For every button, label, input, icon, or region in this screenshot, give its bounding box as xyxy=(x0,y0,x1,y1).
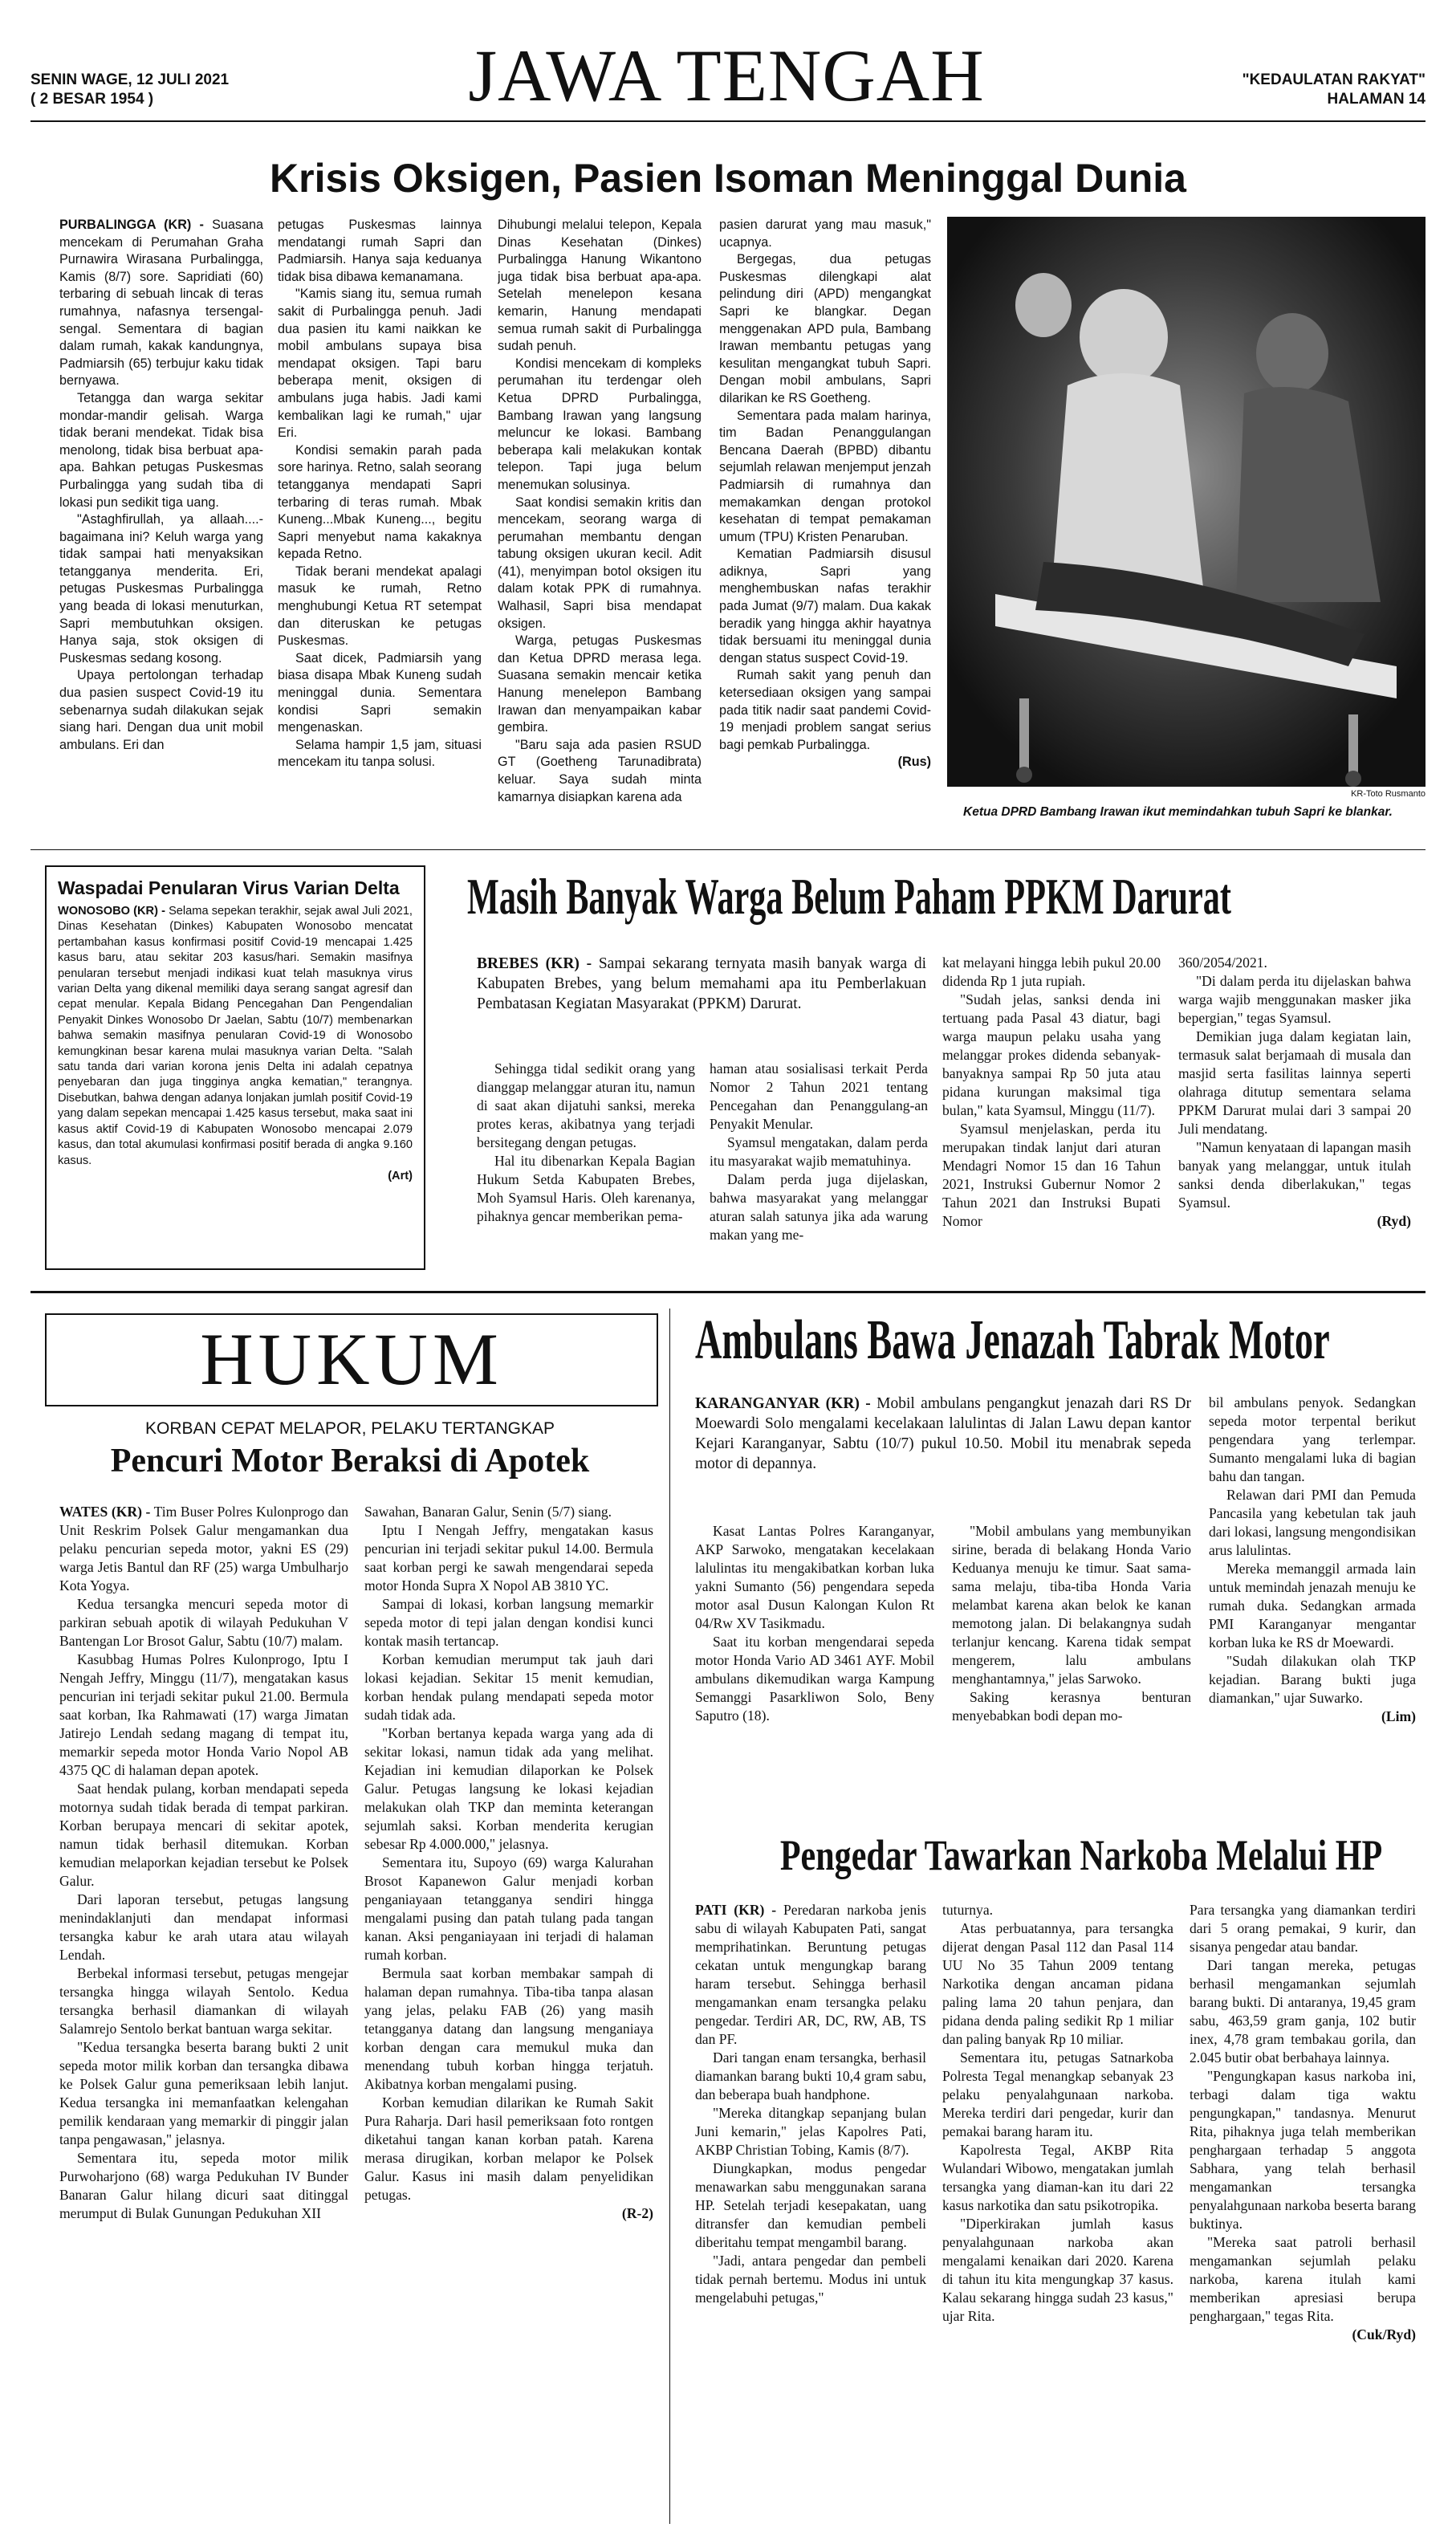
story4-lead: KARANGANYAR (KR) - Mobil ambulans pengangkut jenazah dari RS Dr Moewardi Solo mengalami kecelakaan lalulintas di Jalan Lawu depan kantor Kejari Karanganyar, Sabtu (10/7) pukul 10.50. Mobil itu menabrak sepeda motor di depannya. xyxy=(695,1395,1191,1472)
story2-lead: BREBES (KR) - Sampai sekarang ternyata masih banyak warga di Kabupaten Brebes, yang belum memahami apa itu Pemberlakuan Pembatasan Kegiatan Masyarakat (PPKM) Darurat. xyxy=(477,955,926,1012)
news-photo xyxy=(947,217,1425,787)
story3-kicker: KORBAN CEPAT MELAPOR, PELAKU TERTANGKAP xyxy=(145,1419,555,1438)
story2-column-1: Sehingga tidal sedikit orang yang dianggap melanggar aturan itu, namun di saat akan dijatuhi sanksi, mereka protes keras, akibatnya yang terjadi bersitegang dengan petugas. Hal itu dibenarkan Kepala Bagian Hukum Setda Kabupaten Brebes, Moh Syamsul Haris. Oleh karenanya, pihaknya gencar memberikan pema- xyxy=(477,1060,695,1224)
dateline: WATES (KR) - xyxy=(59,1504,151,1520)
story1-column-3: Dihubungi melalui telepon, Kepala Dinas Kesehatan (Dinkes) Purbalingga Hanung Wikantono juga tidak bisa berbuat apa-apa. Setelah menelepon kesana kemarin, Hanung mendapati semua rumah sakit di Purbalingga sudah penuh. Kondisi mencekam di kompleks perumahan itu terdengar oleh Ketua DPRD Purbalingga, Bambang Irawan yang langsung meluncur ke lokasi. Bambang beberapa kali melakukan kontak telepon. Tapi juga belum menemukan solusinya. Saat kondisi semakin kritis dan mencekam, seorang warga di perumahan membantu dengan tabung oksigen ukuran kecil. Adit (41), menyimpan botol oksigen itu dalam kotak PPK di rumahnya. Walhasil, Sapri bisa mendapat oksigen. Warga, petugas Puskesmas dan Ketua DPRD merasa lega. Suasana semakin mencair ketika Hanung menelepon Bambang Irawan dan menyampaikan kabar gembira. "Baru saja ada pasien RSUD GT (Goetheng Tarunadibrata) keluar. Saya sudah minta kamarnya disiapkan karena ada xyxy=(498,218,702,804)
story1-column-4: pasien darurat yang mau masuk," ucapnya. Bergegas, dua petugas Puskesmas dilengkapi alat pelindung diri (APD) mengangkat Sapri ke blangkar. Degan menggenakan APD pula, Bambang Irawan membantu petugas yang kesulitan mengangkat tubuh Sapri. Dengan mobil ambulans, Sapri dilarikan ke RS Goetheng. Sementara pada malam harinya, tim Badan Penanggulangan Bencana Daerah (BPBD) dibantu sejumlah relawan menjemput jenzah Padmiarsih di rumahnya dan memakamkan dengan protokol kesehatan di tempat pemakaman umum (TPU) Kristen Penaruban. Kematian Padmiarsih disusul adiknya, Sapri yang menghembuskan nafas terakhir pada Jumat (9/7) malam. Dua kakak beradik yang hingga akhir hayatnya tidak bersuami itu meninggal dunia dengan status suspect Covid-19. Rumah sakit yang penuh dan ketersediaan oksigen yang sampai pada titik nadir saat pandemi Covid-19 menjadi problem sangat serius bagi pemkab Purbalingga. (Rus) xyxy=(719,217,931,875)
section-divider xyxy=(31,849,1425,850)
dateline: PATI (KR) - xyxy=(695,1902,777,1918)
date-line: SENIN WAGE, 12 JULI 2021 xyxy=(31,71,230,88)
motto: "KEDAULATAN RAKYAT" xyxy=(1242,71,1425,88)
section-header-box xyxy=(45,1313,658,1406)
story4-column-3: bil ambulans penyok. Sedangkan sepeda motor terpental berikut pengendara yang terlempar. Sumanto mengalami luka di bagian bahu dan tangan. Relawan dari PMI dan Pemuda Pancasila yang kebetulan tak jauh dari lokasi, langsung mengondisikan arus lalulintas. Mereka memanggil armada lain untuk memindah jenazah menuju ke rumah duka. Sedangkan armada PMI Karanganyar mengantar korban luka ke RS dr Moewardi. "Sudah dilakukan olah TKP kejadian. Barang bukti juga diamankan," ujar Suwarko. (Lim) xyxy=(1209,1394,1416,1724)
section-divider-thick xyxy=(31,1291,1425,1293)
dateline: BREBES (KR) - xyxy=(477,955,592,972)
story3-column-1: WATES (KR) - Tim Buser Polres Kulonprogo dan Unit Reskrim Polsek Galur mengamankan dua pelaku pencurian sepeda motor, yakni ES (29) warga Jetis Bantul dan RF (25) warga Umbulharjo Kota Yogya. Kedua tersangka mencuri sepeda motor di parkiran sebuah apotik di wilayah Pedukuhan V Bantengan Lor Brosot Galur, Sabtu (10/7) malam. Kasubbag Humas Polres Kulonprogo, Iptu I Nengah Jeffry, Minggu (11/7), mengatakan kasus pencurian ini terjadi sekitar pukul 21.00. Bermula saat korban, Ika Rahmawati (17) warga Jimatan Jatirejo Lendah sedang magang di tempat itu, memarkir sepeda motor Honda Vario Nopol AB 4375 QC di halaman depan apotek. Saat hendak pulang, korban mendapati sepeda motornya sudah tidak berada di tempat parkiran. Korban berupaya mencari di sekitar apotek, namun tidak berhasil ditemukan. Korban kemudian melaporkan kejadian tersebut ke Polsek Galur. Dari laporan tersebut, petugas langsung menindaklanjuti dan mendapat informasi tersangka kabur ke arah utara atau wilayah Lendah. Berbekal informasi tersebut, petugas mengejar tersangka hingga wilayah Sentolo. Kedua tersangka berhasil diamankan di wilayah Salamrejo Sentolo berkat bantuan warga sekitar. "Kedua tersangka beserta barang bukti 2 unit sepeda motor milik korban dan tersangka dibawa ke Polsek Galur guna pemeriksaan lebih lanjut. Kedua tersangka ini memanfaatkan kelengahan pemilik kendaraan yang memarkir di pinggir jalan tanpa pengawasan," jelasnya. Sementara itu, sepeda motor milik Purwoharjono (68) warga Pedukuhan IV Bunder Banaran Galur hilang dicuri saat ditinggal merumput di Bulak Gunungan Pedukuhan XII xyxy=(59,1504,348,2221)
photo-caption: Ketua DPRD Bambang Irawan ikut memindahkan tubuh Sapri ke blankar. xyxy=(963,805,1393,819)
story5-column-2: tuturnya. Atas perbuatannya, para tersangka dijerat dengan Pasal 112 dan Pasal 114 UU No 35 Tahun 2009 tentang Narkotika dengan ancaman pidana paling lama 20 tahun penjara, dan pidana denda paling sedikit Rp 1 miliar dan paling banyak Rp 10 miliar. Sementara itu, petugas Satnarkoba Polresta Tegal menangkap sebanyak 23 pelaku penyalahgunaan narkoba. Mereka terdiri dari pengedar, kurir dan pemakai barang haram itu. Kapolresta Tegal, AKBP Rita Wulandari Wibowo, mengatakan jumlah tersangka yang diaman-kan itu dari 22 kasus narkotika dan satu psikotropika. "Diperkirakan jumlah kasus penyalahgunaan narkoba akan mengalami kenaikan dari 2020. Karena di tahun itu kita mengungkap 37 kasus. Kalau sekarang hingga sudah 23 kasus," ujar Rita. xyxy=(942,1902,1173,2324)
story1-column-1: PURBALINGGA (KR) - Suasana mencekam di Perumahan Graha Purnawira Wirasana Purbalingga, Kamis (8/7) sore. Sapridiati (60) terbaring di sebuah lincak di teras rumahnya, nafasnya tersengal-sengal. Sementara di bagian dalam rumah, kakak kandungnya, Padmiarsih (65) terbujur kaku tidak bernyawa. Tetangga dan warga sekitar mondar-mandir gelisah. Warga tidak berani mendekat. Tidak bisa menolong, tidak bisa berbuat apa-apa. Bahkan petugas Puskesmas Purbalingga yang sudah tiba di lokasi pun sedikit tiga uang. "Astaghfirullah, ya allaah....- bagaimana ini? Keluh warga yang tidak sampai hati menyaksikan tetangganya menderita. Eri, petugas Puskesmas Purbalingga yang beada di lokasi menuturkan, Sapri membutuhkan oksigen. Hanya saja, stok oksigen di Puskesmas sedang kosong. Upaya pertolongan terhadap dua pasien suspect Covid-19 itu sebenarnya sudah dilakukan sejak siang hari. Dengan dua unit mobil ambulans. Eri dan xyxy=(59,218,263,752)
box-dateline: WONOSOBO (KR) - xyxy=(58,905,165,918)
author-sign: (R-2) xyxy=(621,2205,653,2221)
story5-column-1: PATI (KR) - Peredaran narkoba jenis sabu di wilayah Kabupaten Pati, sangat memprihatinkan. Beruntung petugas cekatan untuk mengungkap barang haram tersebut. Sehingga berhasil mengamankan enam tersangka pelaku pengedar. Terdiri AR, DC, RW, AB, TS dan PF. Dari tangan enam tersangka, berhasil diamankan barang bukti 10,4 gram sabu, dan beberapa buah handphone. "Mereka ditangkap sepanjang bulan Juni kemarin," jelas Kapolres Pati, AKBP Christian Tobing, Kamis (8/7). Diungkapkan, modus pengedar menawarkan sabu menggunakan sarana HP. Setelah terjadi kesepakatan, uang ditransfer dan kemudian pembeli diberitahu tempat mengambil barang. "Jadi, antara pengedar dan pembeli tidak pernah bertemu. Modus ini untuk mengelabuhi petugas," xyxy=(695,1902,926,2306)
story5-column-3: Para tersangka yang diamankan terdiri dari 5 orang pemakai, 9 kurir, dan sisanya pengedar atau bandar. Dari tangan mereka, petugas berhasil mengamankan sejumlah barang bukti. Di antaranya, 19,45 gram sabu, 463,59 gram ganja, 102 butir inex, 4,78 gram tembakau gorila, dan 2.045 butir obat berbahaya lainnya. "Pengungkapan kasus narkoba ini, terbagi dalam tiga waktu pengungkapan," tandasnya. Menurut Rita, pihaknya juga telah memberikan penghargaan terhadap 5 anggota Sabhara, yang telah berhasil mengamankan tersangka penyalahgunaan narkoba beserta barang buktinya. "Mereka saat patroli berhasil mengamankan sejumlah pelaku narkoba, karena itulah kami memberikan apresiasi berupa penghargaan," tegas Rita. (Cuk/Ryd) xyxy=(1190,1902,1416,2342)
hijri-line: ( 2 BESAR 1954 ) xyxy=(31,91,154,108)
headline-pencuri-motor: Pencuri Motor Beraksi di Apotek xyxy=(110,1443,590,1480)
masthead-divider xyxy=(31,120,1425,122)
dateline: PURBALINGGA (KR) - xyxy=(59,218,204,232)
story2-column-3: kat melayani hingga lebih pukul 20.00 didenda Rp 1 juta rupiah. "Sudah jelas, sanksi denda ini tertuang pada Pasal 43 diatur, bagi warga maupun pelaku usaha yang melanggar prokes didenda sebanyak-banyaknya sampai Rp 50 juta atau pidana kurungan maksimal tiga bulan," kata Syamsul, Minggu (11/7). Syamsul menjelaskan, perda itu merupakan tindak lanjut dari aturan Mendagri Nomor 15 dan 16 Tahun 2021, Instruksi Gubernur Nomor 2 Tahun 2021 dan Instruksi Bupati Nomor xyxy=(942,954,1161,1229)
headline-ppkm-wrap xyxy=(467,867,1414,923)
sidebar-box xyxy=(45,865,425,1270)
box-headline: Waspadai Penularan Virus Varian Delta xyxy=(58,877,400,898)
box-sign: (Art) xyxy=(388,1169,413,1182)
newspaper-section-title: JAWA TENGAH xyxy=(468,35,985,116)
headline-ambulans-wrap xyxy=(695,1309,1417,1373)
masthead-date xyxy=(31,71,229,109)
column-divider xyxy=(669,1309,670,2524)
author-sign: (Ryd) xyxy=(1377,1213,1411,1229)
author-sign: (Lim) xyxy=(1381,1708,1416,1724)
headline-narkoba-wrap xyxy=(695,1830,1417,1882)
headline-ppkm: Masih Banyak Warga Belum Paham PPKM Darurat xyxy=(467,868,1231,925)
story3-column-2: Sawahan, Banaran Galur, Senin (5/7) siang. Iptu I Nengah Jeffry, mengatakan kasus pencurian ini terjadi sekitar pukul 14.00. Bermula saat korban pergi ke sawah mengendarai sepeda motor Honda Supra X Nopol AB 3810 YC. Sampai di lokasi, korban langsung memarkir sepeda motor di tepi jalan dengan kondisi kunci kontak masih tertancap. Korban kemudian merumput tak jauh dari lokasi kejadian. Sekitar 15 menit kemudian, korban hendak pulang mendapati sepeda motor sudah tidak ada. "Korban bertanya kepada warga yang ada di sekitar lokasi, namun tidak ada yang melihat. Kejadian ini kemudian dilaporkan ke Polsek Galur. Petugas langsung ke lokasi kejadian melakukan olah TKP dan meminta keterangan sejumlah saksi. Korban menderita kerugian sebesar Rp 4.000.000," jelasnya. Sementara itu, Supoyo (69) warga Kalurahan Brosot Kapanewon Galur menjadi korban penganiayaan tetangganya sendiri hingga mengalami pusing dan patah tulang pada tangan kanan. Aksi penganiayaan ini terjadi di halaman rumah korban. Bermula saat korban membakar sampah di halaman depan rumahnya. Tiba-tiba tanpa alasan yang jelas, pelaku FAB (26) yang masih tetangganya datang dan langsung menganiaya korban dengan cara memukul muka dan menendang tubuh korban hingga terjatuh. Akibatnya korban mengalami pusing. Korban kemudian dilarikan ke Rumah Sakit Pura Raharja. Dari hasil pemeriksaan foto rontgen diketahui tangan kanan korban patah. Karena merasa dirugikan, korban melapor ke Polsek Galur. Kasus ini masih dalam penyelidikan petugas. (R-2) xyxy=(364,1504,653,2221)
story1-column-2: petugas Puskesmas lainnya mendatangi rumah Sapri dan Padmiarsih. Hanya saja keduanya tidak bisa dibawa kemanamana. "Kamis siang itu, semua rumah sakit di Purbalingga penuh. Jadi dua pasien itu kami naikkan ke mobil ambulans supaya bisa mendapat oksigen. Tapi baru beberapa menit, oksigen di ambulans juga habis. Jadi kami kembalikan lagi ke rumah," ujar Eri. Kondisi semakin parah pada sore harinya. Retno, salah seorang tetangganya mendapati Sapri terbaring di teras rumah. Mbak Kuneng...Mbak Kuneng..., begitu Sapri menyebut nama kakaknya kepada Retno. Tidak berani mendekat apalagi masuk ke rumah, Retno menghubungi Ketua RT setempat dan diteruskan ke petugas Puskesmas. Saat dicek, Padmiarsih yang biasa disapa Mbak Kuneng sudah meninggal dunia. Sementara kondisi Sapri semakin mengenaskan. Selama hampir 1,5 jam, situasi mencekam itu tanpa solusi. xyxy=(278,218,482,770)
author-sign: (Cuk/Ryd) xyxy=(1352,2326,1416,2342)
masthead-right xyxy=(1242,71,1425,109)
page-number: HALAMAN 14 xyxy=(1327,91,1425,108)
author-sign: (Rus) xyxy=(897,755,931,770)
story4-column-2: "Mobil ambulans yang membunyikan sirine, berada di belakang Honda Vario Keduanya menuju ke timur. Saat sama-sama melaju, tiba-tiba Honda Varia melambat karena akan belok ke kanan memotong jalan. Di belakangnya sudah terlanjur kencang. Karena tidak sempat mengerem, lalu ambulans menghantamnya," jelas Sarwoko. Saking kerasnya benturan menyebabkan bodi depan mo- xyxy=(952,1523,1191,1724)
box-body: WONOSOBO (KR) - Selama sepekan terakhir, sejak awal Juli 2021, Dinas Kesehatan (Dinkes) Kabupaten Wonosobo mencatat pertambahan kasus konfirmasi positif Covid-19 mencapai 1.425 kasus baru, atau sekitar 203 kasus/hari. Semakin masifnya penularan tersebut menjadi indikasi kuat telah masuknya virus varian Delta yang dikenal memiliki daya serang sangat agresif dan cepat menular. Kepala Bidang Pencegahan Dan Pengendalian Penyakit Dinkes Wonosobo Dr Jaelan, Sabtu (10/7) membenarkan bahwa semakin masifnya penularan Covid-19 di Wonosobo kemungkinan besar karena mulai masuknya varian Delta. "Salah satu tanda dari varian korona jenis Delta ini adalah cepatnya penyebaran dan juga tingginya angka kematian," terangnya. Disebutkan, bahwa dengan adanya lonjakan jumlah positif Covid-19 yang dalam sepekan mencapai 1.425 kasus tersebut, maka saat ini kasus aktif Covid-19 di Kabupaten Wonosobo mencapai 2.079 kasus, dan total akumulasi konfirmasi positif berada di angka 9.160 kasus. (Art) xyxy=(58,904,413,1184)
photo-illustration xyxy=(947,217,1425,787)
headline-krisis-oksigen: Krisis Oksigen, Pasien Isoman Meninggal Dunia xyxy=(270,156,1186,201)
section-title: HUKUM xyxy=(200,1318,503,1400)
headline-ambulans: Ambulans Bawa Jenazah Tabrak Motor xyxy=(695,1309,1330,1371)
photo-credit: KR-Toto Rusmanto xyxy=(1351,789,1425,799)
story4-column-1: Kasat Lantas Polres Karanganyar, AKP Sarwoko, mengatakan kecelakaan lalulintas itu mengakibatkan korban luka yakni Sumanto (56) pengendara sepeda motor asal Dusun Kalongan Kulon Rt 04/Rw XV Tasikmadu. Saat itu korban mengendarai sepeda motor Honda Vario AD 3461 AYF. Mobil ambulans dikemudikan warga Kampung Semanggi Pasarkliwon Solo, Beny Saputro (18). xyxy=(695,1523,934,1724)
dateline: KARANGANYAR (KR) - xyxy=(695,1395,871,1412)
story2-column-2: haman atau sosialisasi terkait Perda Nomor 2 Tahun 2021 tentang Pencegahan dan Penanggulang-an Penyakit Menular. Syamsul mengatakan, dalam perda itu masyarakat wajib mematuhinya. Dalam perda juga dijelaskan, bahwa masyarakat yang melanggar aturan salah satunya jika ada warung makan yang me- xyxy=(710,1060,928,1243)
headline-narkoba: Pengedar Tawarkan Narkoba Melalui HP xyxy=(779,1831,1383,1879)
story2-column-4: 360/2054/2021. "Di dalam perda itu dijelaskan bahwa warga wajib menggunakan masker jika bepergian," tegas Syamsul. Demikian juga dalam kegiatan lain, termasuk salat berjamaah di musala dan masjid serta fasilitas lainnya seperti olahraga ditutup sementara selama PPKM Darurat mulai dari 3 sampai 20 Juli mendatang. "Namun kenyataan di lapangan masih banyak yang melanggar, untuk itulah sanksi denda diberlakukan," tegas Syamsul. (Ryd) xyxy=(1178,954,1411,1229)
